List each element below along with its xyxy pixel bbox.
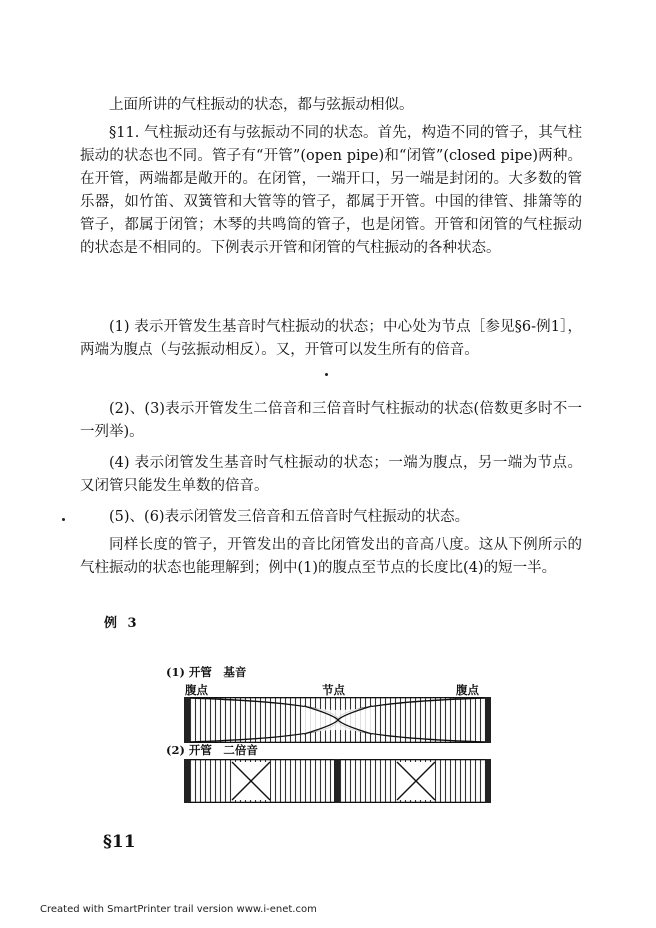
paragraph-item-4: (4) 表示闭管发生基音时气柱振动的状态；一端为腹点，另一端为节点。又闭管只能发生单数的倍音。 bbox=[80, 455, 582, 494]
paragraph-item-5-6: (5)、(6)表示闭管发三倍音和五倍音时气柱振动的状态。 bbox=[109, 509, 470, 525]
figure-2-title: (2) 开管 二倍音 bbox=[166, 743, 258, 757]
paragraph-intro: 上面所讲的气柱振动的状态，都与弦振动相似。 bbox=[109, 97, 414, 113]
figure-1-node-label: 节点 bbox=[322, 683, 345, 697]
figure-1-pipe-diagram bbox=[184, 697, 491, 743]
paragraph-section-11: §11. 气柱振动还有与弦振动不同的状态。首先，构造不同的管子，其气柱振动的状态也不同。管子有“开管”(open pipe)和“闭管”(closed pipe)两种。在开管，两端都是敞开的。在闭管，一端开口，另一端是封闭的。大多数的管乐器，如竹笛、双簧管和大管等的管子，都属于开管。中国的律管、排箫等的管子，都属于闭管；木琴的共鸣筒的管子，也是闭管。开管和闭管的气柱振动的状态是不相同的。下例表示开管和闭管的气柱振动的各种状态。 bbox=[80, 125, 582, 256]
figure-1-title: (1) 开管 基音 bbox=[166, 665, 247, 679]
figure-2-pipe-diagram bbox=[184, 759, 491, 803]
watermark-footer: Created with SmartPrinter trail version www.i-enet.com bbox=[40, 904, 317, 915]
figure-1-antinode-left-label: 腹点 bbox=[185, 683, 208, 697]
example-label: 例 3 bbox=[104, 616, 140, 631]
figure-1-antinode-right-label: 腹点 bbox=[456, 683, 479, 697]
paragraph-item-2-3: (2)、(3)表示开管发生二倍音和三倍音时气柱振动的状态(倍数更多时不一一列举)。 bbox=[80, 401, 582, 440]
scan-speck bbox=[325, 373, 328, 376]
paragraph-item-1: (1) 表示开管发生基音时气柱振动的状态；中心处为节点［参见§6-例1］，两端为腹点（与弦振动相反）。又，开管可以发生所有的倍音。 bbox=[80, 319, 582, 358]
paragraph-conclusion: 同样长度的管子，开管发出的音比闭管发出的音高八度。这从下例所示的气柱振动的状态也能理解到；例中(1)的腹点至节点的长度比(4)的短一半。 bbox=[80, 537, 582, 576]
section-mark: §11 bbox=[103, 832, 136, 852]
scan-speck bbox=[62, 518, 65, 521]
